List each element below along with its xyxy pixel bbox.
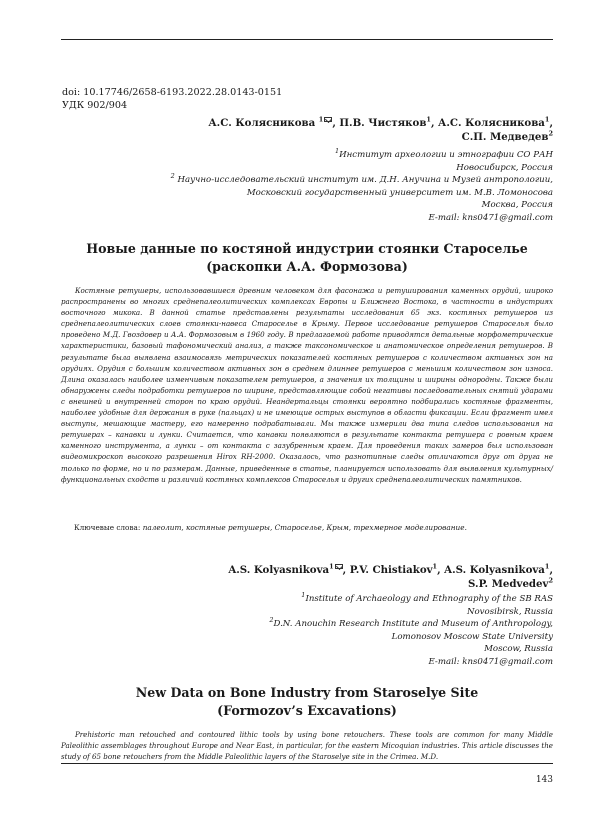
ru-authors-tail: ,: [549, 117, 553, 129]
en-author-2-sup: 1: [432, 562, 438, 571]
ru-abstract: Костяные ретушеры, использовавшиеся древним человеком для фасонажа и ретуширования каменных орудий, широко распространены во многих среднепалеолитических комплексах Европы и Ближнего Востока, в частности в индустриях восточного микока. В данной статье представлены результаты исследования 65 экз. костяных ретушеров из среднепалеолитических слоев стоянки-навеса Староселье в Крыму. Первое исследование ретушеров Староселья было проведено М.Д. Гвоздовер и А.А. Формозовым в 1960 году. В предлагаемой работе приводятся детальные морфометрические характеристики, базовый тафономический анализ, а также таксономическое и анатомическое определения ретушеров. В результате была выявлена взаимосвязь метрических показателей костяных ретушеров с количеством активных зон на орудиях. Орудия с большим количеством активных зон в среднем длиннее ретушеров с меньшим количеством зон износа. Длина оказалась наиболее изменчивым показателем ретушеров, а значения их толщины и ширины однородны. Также были обнаружены следы подработки ретушеров по ширине, представляющие собой негативы последовательных снятий ударами с внешней и внутренней сторон по краю орудий. Неандертальцы стоянки вероятно подбирались костяные фрагменты, наиболее удобные для держания в руке (пальцах) и не имеющие острых выступов в области фиксации. Если фрагмент имел выступы, мешающие мастеру, его намеренно подрабатывали. Мы также измерили два типа следов использования на ретушерах – канавки и лунки. Считается, что канавки появляются в результате контакта ретушера с ровным краем каменного инструмента, а лунки – от контакта с зазубренным краем. Для проведения таких замеров был использован видеомикроскоп высокого разрешения Hirox RH-2000. Оказалось, что разнотипные следы отличаются друг от друга не только по форме, но и по размерам. Данные, приведенные в статье, планируется использовать для выявления культурных/функциональных сходств и различий костяных комплексов Староселья и других среднепалеолитических памятников.: [61, 286, 553, 484]
page-number: 143: [535, 775, 553, 785]
ru-email: E-mail: kns0471@gmail.com: [428, 212, 553, 223]
ru-author-3: , А.С. Колясникова: [430, 117, 545, 129]
en-author-4-sup: 2: [548, 576, 553, 585]
envelope-icon: [324, 117, 332, 122]
en-affiliation-line: Lomonosov Moscow State University: [391, 631, 553, 642]
ru-author-3-sup: 1: [544, 115, 550, 124]
en-authors-tail: ,: [549, 564, 553, 576]
bottom-rule: [61, 763, 553, 764]
ru-authors-line2: [462, 130, 553, 144]
en-author-3: , A.S. Kolyasnikova: [437, 564, 545, 576]
ru-author-4-sup: 2: [548, 129, 553, 138]
en-author-3-sup: 1: [544, 562, 550, 571]
en-affiliation-line: Novosibirsk, Russia: [466, 606, 553, 617]
en-title-line1: New Data on Bone Industry from Staroselye Site: [135, 685, 479, 700]
en-affiliation-line: $^1$Institute of Archaeology and Ethnography of the SB RAS: [301, 591, 553, 604]
ru-title-line1: Новые данные по костяной индустрии стоянки Староселье: [86, 241, 528, 256]
keywords-label: Ключевые слова:: [74, 523, 143, 532]
ru-author-1-sup: 1: [318, 115, 324, 124]
ru-authors-line1: [208, 116, 553, 130]
ru-title: [61, 240, 553, 276]
ru-keywords: [74, 522, 467, 533]
top-rule: [61, 39, 553, 40]
en-abstract: Prehistoric man retouched and contoured lithic tools by using bone retouchers. These tools are common for many Middle Paleolithic assemblages throughout Europe and Near East, in particular, for the eastern Micoquian industries. This article discusses the study of 65 bone retouchers from the Middle Paleolithic layers of the Staroselye site in the Crimea. M.D.: [61, 730, 553, 762]
en-title-line2: (Formozov’s Excavations): [217, 703, 397, 718]
ru-affiliation-line: Московский государственный университет им. М.В. Ломоносова: [246, 187, 553, 198]
en-affiliation-line: Moscow, Russia: [484, 644, 553, 654]
ru-title-line2: (раскопки А.А. Формозова): [206, 259, 408, 274]
en-author-4: S.P. Medvedev: [468, 578, 549, 590]
en-author-2: , P.V. Chistiakov: [342, 564, 433, 576]
ru-affiliation-line: Москва, Россия: [481, 200, 553, 210]
ru-author-1: А.С. Колясникова: [208, 117, 319, 129]
en-affiliation-line: $^2$D.N. Anouchin Research Institute and Museum of Anthropology,: [269, 616, 553, 629]
ru-affiliation-line: Новосибирск, Россия: [456, 162, 553, 173]
en-email: E-mail: kns0471@gmail.com: [428, 656, 553, 667]
udk: УДК 902/904: [62, 100, 128, 111]
en-authors-line1: [228, 563, 553, 577]
ru-affiliation-line: $^1$Институт археологии и этнографии СО РАН: [334, 147, 553, 160]
ru-author-4: С.П. Медведев: [461, 131, 549, 143]
en-authors-line2: [468, 577, 553, 591]
ru-author-2: , П.В. Чистяков: [332, 117, 427, 129]
doi: doi: 10.17746/2658-6193.2022.28.0143-0151: [62, 87, 283, 98]
ru-affiliation-line: $^2$ Научно-исследовательский институт им. Д.Н. Анучина и Музей антропологии,: [170, 172, 553, 185]
ru-author-2-sup: 1: [426, 115, 431, 124]
en-title: [61, 684, 553, 720]
en-author-1: A.S. Kolyasnikova: [228, 564, 330, 576]
en-author-1-sup: 1: [329, 562, 334, 571]
envelope-icon: [335, 564, 343, 569]
keywords-value: палеолит, костяные ретушеры, Староселье, Крым, трехмерное моделирование.: [142, 523, 467, 532]
